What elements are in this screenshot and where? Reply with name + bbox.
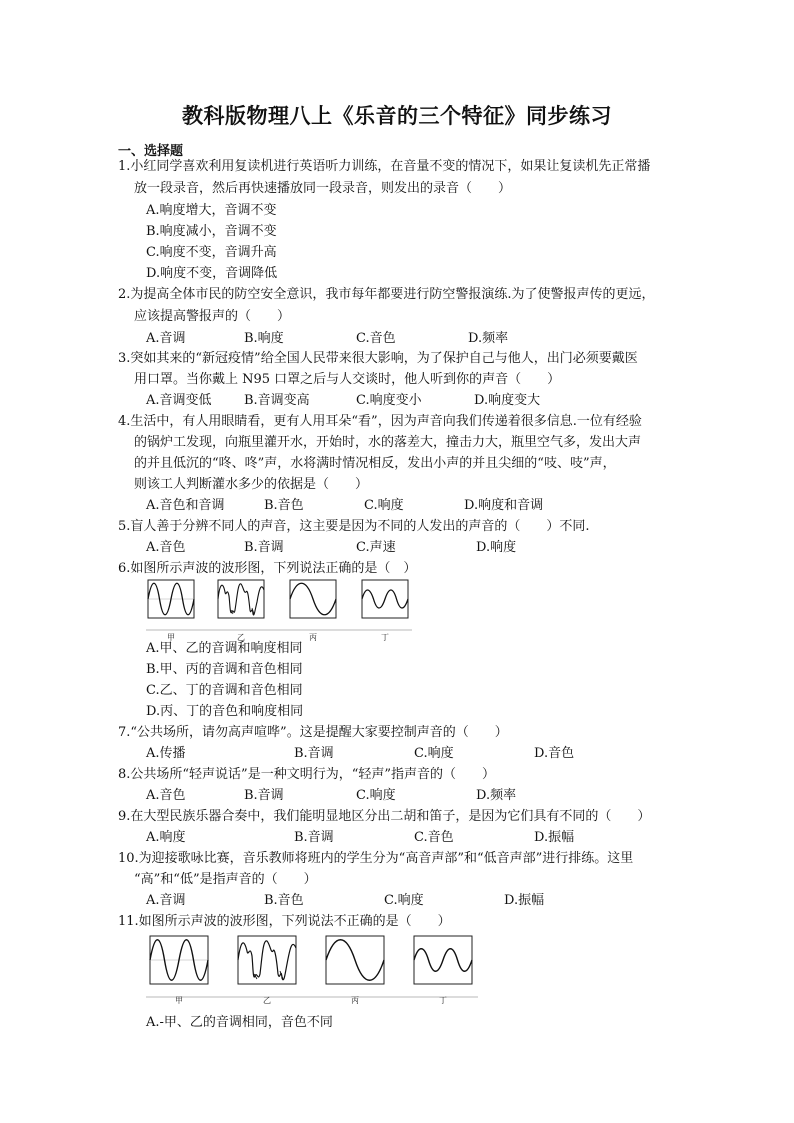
question-10-text: “高”和“低”是指声音的（ ）	[134, 872, 317, 887]
q9-option-d[interactable]: D.振幅	[534, 830, 575, 845]
q2-option-b[interactable]: B.响度	[244, 331, 284, 346]
caption-yi: 乙	[237, 633, 245, 642]
q4-option-a[interactable]: A.音色和音调	[146, 498, 225, 513]
waveform-bing	[290, 580, 336, 618]
q10-option-a[interactable]: A.音调	[146, 893, 186, 908]
q9-option-a[interactable]: A.响度	[146, 830, 186, 845]
q6-option-a[interactable]: A.甲、乙的音调和响度相同	[146, 641, 303, 656]
q9-option-c[interactable]: C.音色	[414, 830, 454, 845]
question-3-text: 3.突如其来的“新冠疫情”给全国人民带来很大影响，为了保护自己与他人，出门必须要戴医	[118, 351, 638, 366]
waveform-yi	[238, 936, 296, 984]
question-9-text: 9.在大型民族乐器合奏中，我们能明显地区分出二胡和笛子，是因为它们具有不同的（ ）	[118, 809, 651, 824]
question-11-text: 11.如图所示声波的波形图，下列说法不正确的是（ ）	[118, 914, 451, 929]
question-4-text: 的锅炉工发现，向瓶里灌开水，开始时，水的落差大，撞击力大，瓶里空气多，发出大声	[134, 435, 642, 450]
question-1-text: 放一段录音，然后再快速播放同一段录音，则发出的录音（ ）	[134, 181, 512, 196]
q3-option-c[interactable]: C.响度变小	[356, 393, 422, 408]
q5-option-b[interactable]: B.音调	[244, 540, 284, 555]
caption-ding: 丁	[439, 996, 447, 1005]
question-4-text: 的并且低沉的“咚、咚”声，水将满时情况相反，发出小声的并且尖细的“吱、吱”声，	[134, 456, 616, 471]
caption-bing: 丙	[309, 633, 317, 642]
q3-option-b[interactable]: B.音调变高	[244, 393, 310, 408]
q1-option-b[interactable]: B.响度减小，音调不变	[146, 224, 277, 239]
waveform-jia	[150, 936, 208, 984]
q5-option-c[interactable]: C.声速	[356, 540, 396, 555]
q6-option-d[interactable]: D.丙、丁的音色和响度相同	[146, 704, 304, 719]
question-8-text: 8.公共场所“轻声说话”是一种文明行为，“轻声”指声音的（ ）	[118, 767, 495, 782]
question-10-text: 10.为迎接歌咏比赛，音乐教师将班内的学生分为“高音声部”和“低音声部”进行排练。这里	[118, 851, 634, 866]
q7-option-a[interactable]: A.传播	[146, 746, 186, 761]
caption-ding: 丁	[381, 633, 389, 642]
q9-option-b[interactable]: B.音调	[294, 830, 334, 845]
question-2-text: 应该提高警报声的（ ）	[134, 309, 291, 324]
q4-option-b[interactable]: B.音色	[264, 498, 304, 513]
caption-yi: 乙	[263, 996, 271, 1005]
q4-option-d[interactable]: D.响度和音调	[464, 498, 544, 513]
waveform-yi	[218, 580, 264, 618]
question-2-text: 2.为提高全体市民的防空安全意识，我市每年都要进行防空警报演练.为了使警报声传的更远，	[118, 287, 655, 302]
q8-option-d[interactable]: D.频率	[476, 788, 517, 803]
waveform-figure-q11	[146, 932, 478, 1004]
caption-jia: 甲	[167, 633, 175, 642]
question-6-text: 6.如图所示声波的波形图，下列说法正确的是（ ）	[118, 561, 417, 576]
q7-option-b[interactable]: B.音调	[294, 746, 334, 761]
waveform-ding	[414, 936, 472, 984]
q5-option-d[interactable]: D.响度	[476, 540, 517, 555]
section-heading: 一、选择题	[118, 144, 184, 159]
q2-option-c[interactable]: C.音色	[356, 331, 396, 346]
q10-option-c[interactable]: C.响度	[384, 893, 424, 908]
q6-option-b[interactable]: B.甲、丙的音调和音色相同	[146, 662, 303, 677]
q1-option-c[interactable]: C.响度不变，音调升高	[146, 245, 277, 260]
q10-option-d[interactable]: D.振幅	[504, 893, 545, 908]
waveform-jia	[148, 580, 194, 618]
waveform-ding	[362, 580, 408, 618]
q8-option-b[interactable]: B.音调	[244, 788, 284, 803]
q8-option-a[interactable]: A.音色	[146, 788, 186, 803]
question-4-text: 则该工人判断灌水多少的依据是（ ）	[134, 477, 369, 492]
question-7-text: 7.“公共场所，请勿高声喧哗”。这是提醒大家要控制声音的（ ）	[118, 725, 508, 740]
q2-option-a[interactable]: A.音调	[146, 331, 186, 346]
question-3-text: 用口罩。当你戴上 N95 口罩之后与人交谈时，他人听到你的声音（ ）	[134, 372, 561, 387]
q8-option-c[interactable]: C.响度	[356, 788, 396, 803]
q3-option-a[interactable]: A.音调变低	[146, 393, 212, 408]
page-title: 教科版物理八上《乐音的三个特征》同步练习	[182, 103, 612, 128]
q4-option-c[interactable]: C.响度	[364, 498, 404, 513]
q6-option-c[interactable]: C.乙、丁的音调和音色相同	[146, 683, 303, 698]
q3-option-d[interactable]: D.响度变大	[474, 393, 541, 408]
q2-option-d[interactable]: D.频率	[468, 331, 509, 346]
q7-option-d[interactable]: D.音色	[534, 746, 575, 761]
q5-option-a[interactable]: A.音色	[146, 540, 186, 555]
q7-option-c[interactable]: C.响度	[414, 746, 454, 761]
q1-option-a[interactable]: A.响度增大，音调不变	[146, 203, 277, 218]
caption-jia: 甲	[175, 996, 183, 1005]
question-5-text: 5.盲人善于分辨不同人的声音，这主要是因为不同的人发出的声音的（ ）不同.	[118, 519, 590, 534]
q11-option-a[interactable]: A.-甲、乙的音调相同，音色不同	[146, 1015, 333, 1030]
waveform-figure-q6	[146, 576, 412, 642]
waveform-bing	[326, 936, 384, 984]
caption-bing: 丙	[351, 996, 359, 1005]
q10-option-b[interactable]: B.音色	[264, 893, 304, 908]
question-1-text: 1.小红同学喜欢利用复读机进行英语听力训练，在音量不变的情况下，如果让复读机先正常播	[118, 159, 651, 174]
question-4-text: 4.生活中，有人用眼睛看，更有人用耳朵“看”，因为声音向我们传递着很多信息.一位有经验	[118, 414, 642, 429]
q1-option-d[interactable]: D.响度不变，音调降低	[146, 266, 278, 281]
